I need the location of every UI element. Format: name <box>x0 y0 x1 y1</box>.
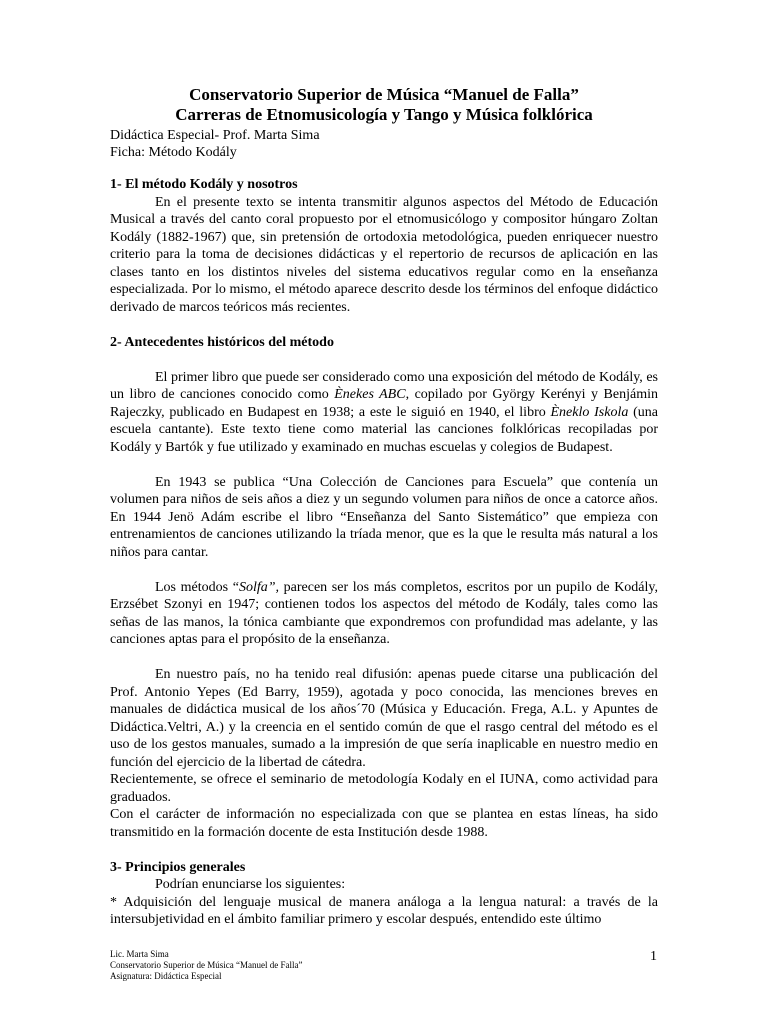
footer-subject: Asignatura: Didáctica Especial <box>110 971 222 981</box>
method-name: Solfa”, <box>238 579 280 595</box>
section-3-intro: Podrían enunciarse los siguientes: <box>155 877 346 892</box>
page-footer <box>110 949 658 982</box>
page-number: 1 <box>650 949 657 964</box>
book-title: Èneklo Iskola <box>550 404 629 420</box>
section-3-bullet-1: * Adquisición del lenguaje musical de manera análoga a la lengua natural: a través de la intersubjetividad en el ámbito familiar primero y escolar después, entendido este último <box>110 894 658 927</box>
document-title <box>0 85 768 125</box>
book-title: Ènekes ABC <box>334 387 406 402</box>
title-line-1: Conservatorio Superior de Música “Manuel de Falla” <box>189 85 579 104</box>
section-3-heading: 3- Principios generales <box>110 859 246 875</box>
section-2-paragraph-6: Con el carácter de información no especializada con que se plantea en estas líneas, ha sido transmitido en la formación docente de esta Institución desde 1988. <box>110 807 658 840</box>
footer-institution: Conservatorio Superior de Música “Manuel de Falla” <box>110 960 303 970</box>
document-body <box>110 176 658 929</box>
section-2-paragraph-4: En nuestro país, no ha tenido real difusión: apenas puede citarse una publicación del Prof. Antonio Yepes (Ed Barry, 1959), agotada y poco conocida, las menciones breves en manuales de didáctica musical de los años´70 (Música y Educación. Frega, A.L. y Apuntes de Didáctica.Veltri, A.) y la creencia en el sentido común de que el rasgo central del método es el uso de los gestos manuales, sumado a la impresión de que sería inaplicable en nuestro medio en función del ejercicio de la libertad de cátedra. <box>110 667 658 770</box>
text-run: (una escuela cantante). Este texto tiene como material las canciones folklóricas recopiladas por Kodály y Bartók y fue utilizado y examinado en muchas escuelas y colegios de Budapest. <box>110 404 658 455</box>
footer-author: Lic. Marta Sima <box>110 949 169 959</box>
section-2-paragraph-1 <box>110 369 658 457</box>
course-line: Didáctica Especial- Prof. Marta Sima <box>110 128 320 143</box>
section-2-heading: 2- Antecedentes históricos del método <box>110 334 334 350</box>
text-run: Los métodos “ <box>155 579 239 595</box>
text-run: El primer libro que puede ser considerado como una exposición del método de Kodály, es un libro de canciones conocido como <box>110 369 658 402</box>
section-2-paragraph-5: Recientemente, se ofrece el seminario de metodología Kodaly en el IUNA, como actividad para graduados. <box>110 772 658 805</box>
document-meta <box>110 127 320 161</box>
title-line-2: Carreras de Etnomusicología y Tango y Música folklórica <box>175 105 593 124</box>
section-2-paragraph-3 <box>110 579 658 649</box>
section-1-heading: 1- El método Kodály y nosotros <box>110 177 298 192</box>
section-2-paragraph-2: En 1943 se publica “Una Colección de Canciones para Escuela” que contenía un volumen para niños de seis años a diez y un segundo volumen para niños de once a catorce años. En 1944 Jenö Adám escribe el libro “Enseñanza del Santo Sistemático” que empieza con entrenamientos de canciones utilizando la tríada menor, que es la que le resulta más natural a los niños para cantar. <box>110 474 658 560</box>
sheet-line: Ficha: Método Kodály <box>110 145 237 160</box>
text-run: parecen ser los más completos, escritos por un pupilo de Kodály, Erzsébet Szonyi en 1947; contienen todos los aspectos del método de Kodály, tales como las señas de las manos, la tónica cambiante que expondremos con profundidad mas adelante, y las canciones aptas para el propósito de la enseñanza. <box>110 579 658 647</box>
section-1-paragraph: En el presente texto se intenta transmitir algunos aspectos del Método de Educación Musical a través del canto coral propuesto por el etnomusicólogo y compositor húngaro Zoltan Kodály (1882-1967) que, sin pretensión de ortodoxia metodológica, pueden enriquecer nuestro criterio para la toma de decisiones didácticas y el repertorio de recursos de aplicación en las clases tanto en los distintos niveles del sistema educativos regular como en la enseñanza especializada. Por lo mismo, el método aparece descrito desde los términos del enfoque didáctico derivado de marcos teóricos más recientes. <box>110 194 658 315</box>
text-run: , copilado por György Kerényi y Benjámin Rajeczky, publicado en Budapest en 1938; a este le siguió en 1940, el libro <box>110 387 658 420</box>
